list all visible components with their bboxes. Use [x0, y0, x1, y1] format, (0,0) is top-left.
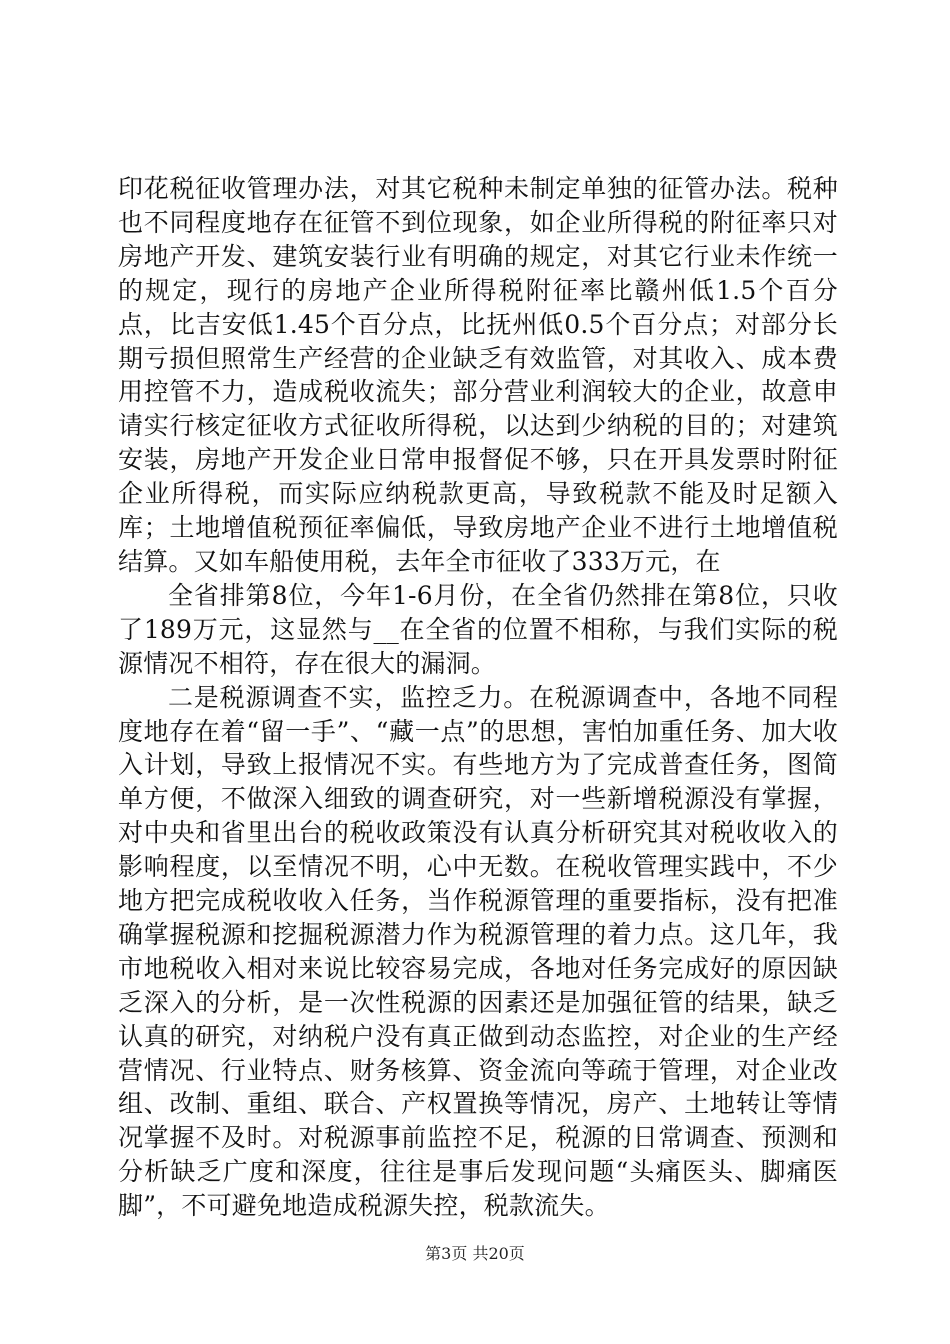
- document-body: [118, 172, 838, 1223]
- paragraph-tax-source-investigation: 二是税源调查不实，监控乏力。在税源调查中，各地不同程度地存在着“留一手”、“藏一点”的思想，害怕加重任务、加大收入计划，导致上报情况不实。有些地方为了完成普查任务，图简单方便，不做深入细致的调查研究，对一些新增税源没有掌握，对中央和省里出台的税收政策没有认真分析研究其对税收收入的影响程度，以至情况不明，心中无数。在税收管理实践中，不少地方把完成税收收入任务，当作税源管理的重要指标，没有把准确掌握税源和挖掘税源潜力作为税源管理的着力点。这几年，我市地税收入相对来说比较容易完成，各地对任务完成好的原因缺乏深入的分析，是一次性税源的因素还是加强征管的结果，缺乏认真的研究，对纳税户没有真正做到动态监控，对企业的生产经营情况、行业特点、财务核算、资金流向等疏于管理，对企业改组、改制、重组、联合、产权置换等情况，房产、土地转让等情况掌握不及时。对税源事前监控不足，税源的日常调查、预测和分析缺乏广度和深度，往往是事后发现问题“头痛医头、脚痛医脚”，不可避免地造成税源失控，税款流失。: [118, 682, 838, 1221]
- paragraph-continuation: 印花税征收管理办法，对其它税种未制定单独的征管办法。税种也不同程度地存在征管不到位现象，如企业所得税的附征率只对房地产开发、建筑安装行业有明确的规定，对其它行业未作统一的规定，现行的房地产企业所得税附征率比赣州低1.5个百分点，比吉安低1.45个百分点，比抚州低0.5个百分点；对部分长期亏损但照常生产经营的企业缺乏有效监管，对其收入、成本费用控管不力，造成税收流失；部分营业利润较大的企业，故意申请实行核定征收方式征收所得税，以达到少纳税的目的；对建筑安装，房地产开发企业日常申报督促不够，只在开具发票时附征企业所得税，而实际应纳税款更高，导致税款不能及时足额入库；土地增值税预征率偏低，导致房地产企业不进行土地增值税结算。又如车船使用税，去年全市征收了333万元，在: [118, 174, 838, 576]
- paragraph-vehicle-tax-ranking: 全省排第8位，今年1-6月份，在全省仍然排在第8位，只收了189万元，这显然与__在全省的位置不相称，与我们实际的税源情况不相符，存在很大的漏洞。: [118, 580, 838, 678]
- page-footer: 第3页 共20页: [425, 1244, 525, 1263]
